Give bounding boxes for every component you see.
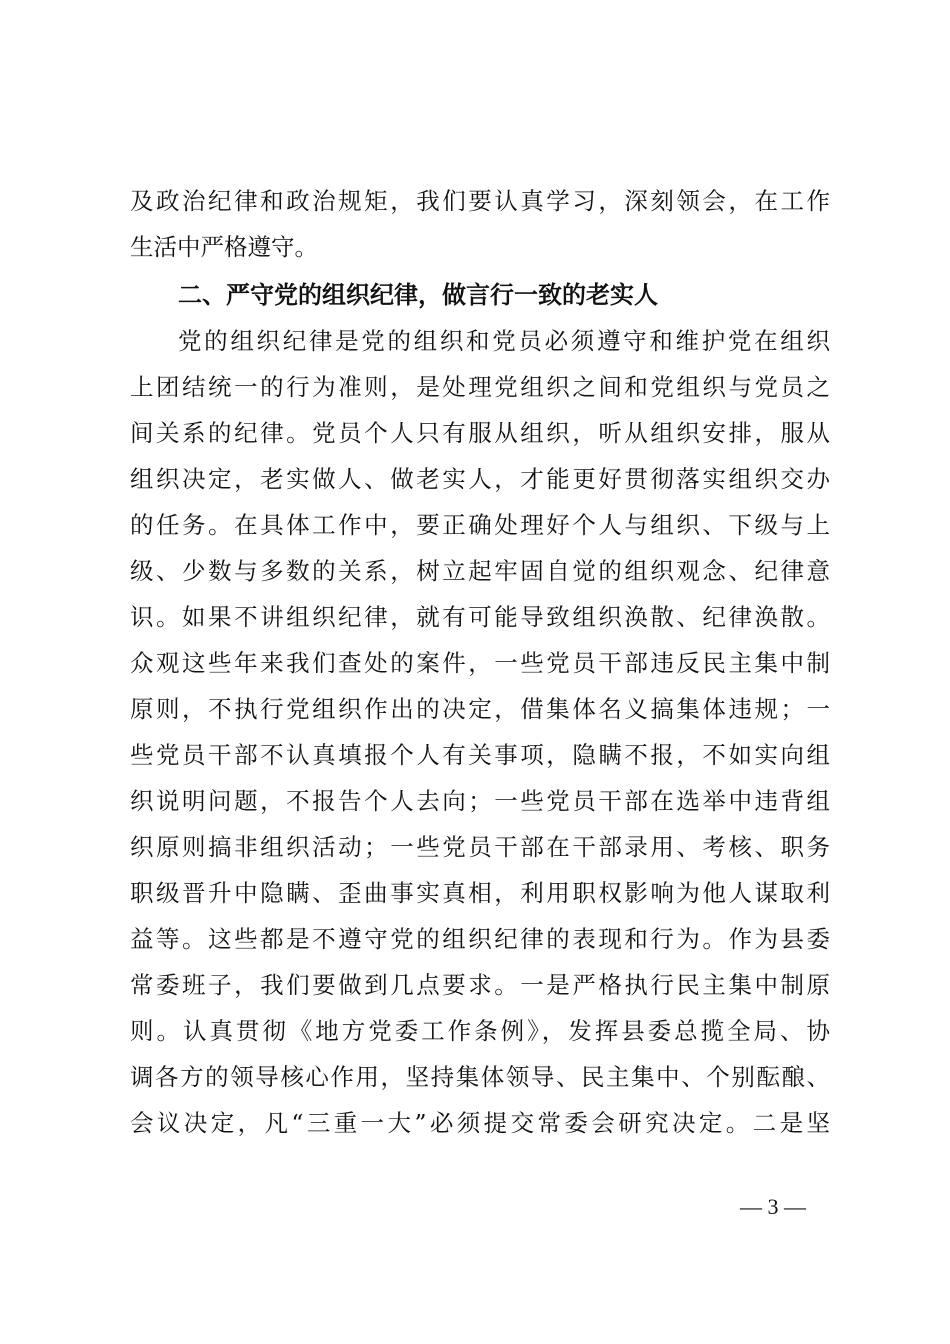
body-text-line: 会议决定，凡“三重一大”必须提交常委会研究决定。二是坚 bbox=[130, 1109, 830, 1137]
body-text-line: 生活中严格遵守。 bbox=[130, 233, 318, 261]
body-text-line: 则。认真贯彻《地方党委工作条例》，发挥县委总揽全局、协 bbox=[130, 1017, 830, 1045]
body-text-line: 织原则搞非组织活动；一些党员干部在干部录用、考核、职务 bbox=[130, 833, 830, 861]
body-text-line: 益等。这些都是不遵守党的组织纪律的表现和行为。作为县委 bbox=[130, 925, 830, 953]
body-text-line: 间关系的纪律。党员个人只有服从组织，听从组织安排，服从 bbox=[130, 419, 830, 447]
body-text-line: 级、少数与多数的关系，树立起牢固自觉的组织观念、纪律意 bbox=[130, 557, 830, 585]
body-text-line: 职级晋升中隐瞒、歪曲事实真相，利用职权影响为他人谋取利 bbox=[130, 879, 830, 907]
body-text-line: 些党员干部不认真填报个人有关事项，隐瞒不报，不如实向组 bbox=[130, 741, 830, 769]
section-heading: 二、严守党的组织纪律，做言行一致的老实人 bbox=[178, 281, 658, 309]
body-text-line: 调各方的领导核心作用，坚持集体领导、民主集中、个别酝酿、 bbox=[130, 1063, 830, 1091]
body-text-line: 识。如果不讲组织纪律，就有可能导致组织涣散、纪律涣散。 bbox=[130, 603, 830, 631]
body-text-line: 众观这些年来我们查处的案件，一些党员干部违反民主集中制 bbox=[130, 649, 830, 677]
page-number: — 3 — bbox=[740, 1194, 806, 1219]
body-text-line: 党的组织纪律是党的组织和党员必须遵守和维护党在组织 bbox=[178, 327, 830, 355]
body-text-line: 原则，不执行党组织作出的决定，借集体名义搞集体违规；一 bbox=[130, 695, 830, 723]
body-text-line: 常委班子，我们要做到几点要求。一是严格执行民主集中制原 bbox=[130, 971, 830, 999]
body-text-line: 上团结统一的行为准则，是处理党组织之间和党组织与党员之 bbox=[130, 373, 830, 401]
body-text-line: 及政治纪律和政治规矩，我们要认真学习，深刻领会，在工作 bbox=[130, 187, 830, 215]
body-text-line: 的任务。在具体工作中，要正确处理好个人与组织、下级与上 bbox=[130, 511, 830, 539]
body-text-line: 织说明问题，不报告个人去向；一些党员干部在选举中违背组 bbox=[130, 787, 830, 815]
body-text-line: 组织决定，老实做人、做老实人，才能更好贯彻落实组织交办 bbox=[130, 465, 830, 493]
